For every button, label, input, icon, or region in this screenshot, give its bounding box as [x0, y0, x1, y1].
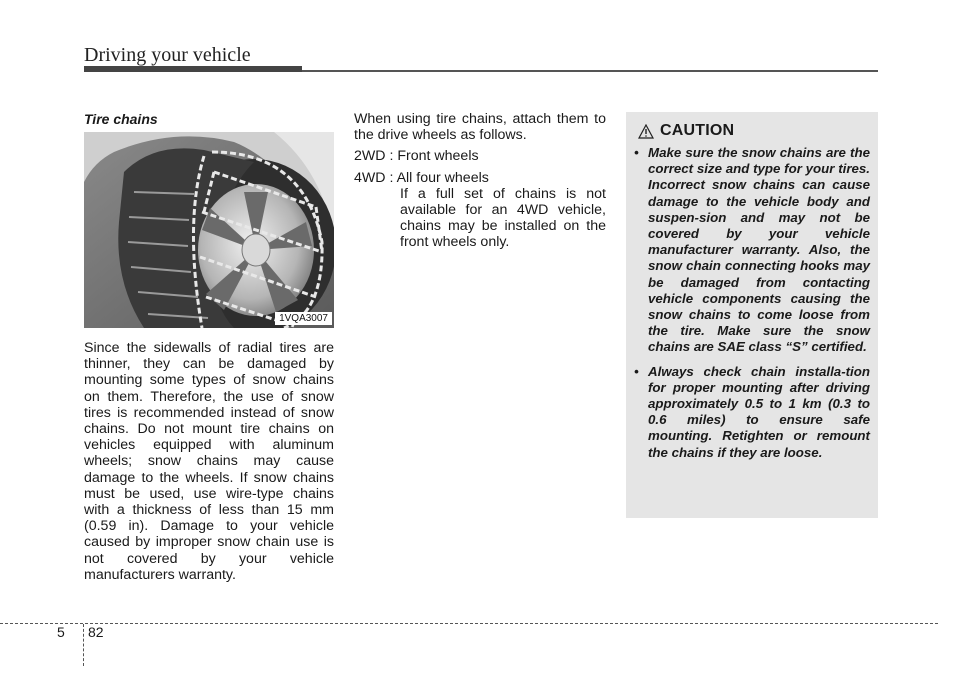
caution-item-text: Always check chain installa-tion for proper mounting after driving approximately 0.5 to 1 km (0.3 to 0.6 miles) to ensure safe mounting. Retighten or remount the chains if they are loose.: [648, 363, 870, 460]
line-4wd: 4WD : All four wheels: [354, 169, 489, 186]
caution-item: [634, 145, 870, 356]
tire-chain-illustration: [84, 132, 334, 328]
caution-box: [626, 112, 878, 518]
note-4wd: If a full set of chains is not available for an 4WD vehicle, chains may be installed on the front wheels only.: [400, 185, 606, 251]
footer-rule: [0, 623, 938, 624]
page-number: 82: [88, 624, 104, 640]
chapter-number: 5: [57, 624, 65, 640]
tire-chains-body: Since the sidewalls of radial tires are thinner, they can be damaged by mounting some types of snow chains on them. Therefore, the use of snow tires is recommended instead of snow chains. Do not mount tire chains on vehicles equipped with aluminum wheels; snow chains may cause damage to the wheels. If snow chains must be used, use wire-type chains with a thickness of less than 15 mm (0.59 in). Damage to your vehicle caused by improper snow chain use is not covered by your vehicle manufacturers warranty.: [84, 340, 334, 583]
page-header-title: Driving your vehicle: [84, 44, 251, 66]
drive-wheels-column: [354, 111, 606, 251]
caution-title: CAUTION: [660, 122, 735, 139]
caution-list: [634, 145, 870, 461]
line-2wd: 2WD : Front wheels: [354, 148, 479, 165]
section-title: Tire chains: [84, 111, 158, 127]
caution-bullet: •: [634, 145, 639, 160]
warning-triangle-icon: [638, 124, 654, 139]
footer-divider: [83, 624, 84, 666]
tire-chain-figure: [84, 132, 334, 328]
caution-item: [634, 364, 870, 461]
caution-header: [638, 122, 870, 140]
drive-wheels-intro: When using tire chains, attach them to the drive wheels as follows.: [354, 111, 606, 144]
figure-code: 1VQA3007: [275, 312, 332, 325]
header-rule-thin: [302, 70, 878, 72]
caution-bullet: •: [634, 363, 639, 379]
header-rule-thick: [84, 66, 302, 72]
caution-item-text: Make sure the snow chains are the correct size and type for your tires. Incorrect snow chains can cause damage to the vehicle body and suspen-sion and may not be covered by your vehicle manufacturer warranty. Also, the snow chain connecting hooks may be damaged from contacting vehicle components causing the snow chains to come loose from the tire. Make sure the snow chains are SAE class “S” certified.: [648, 145, 870, 355]
